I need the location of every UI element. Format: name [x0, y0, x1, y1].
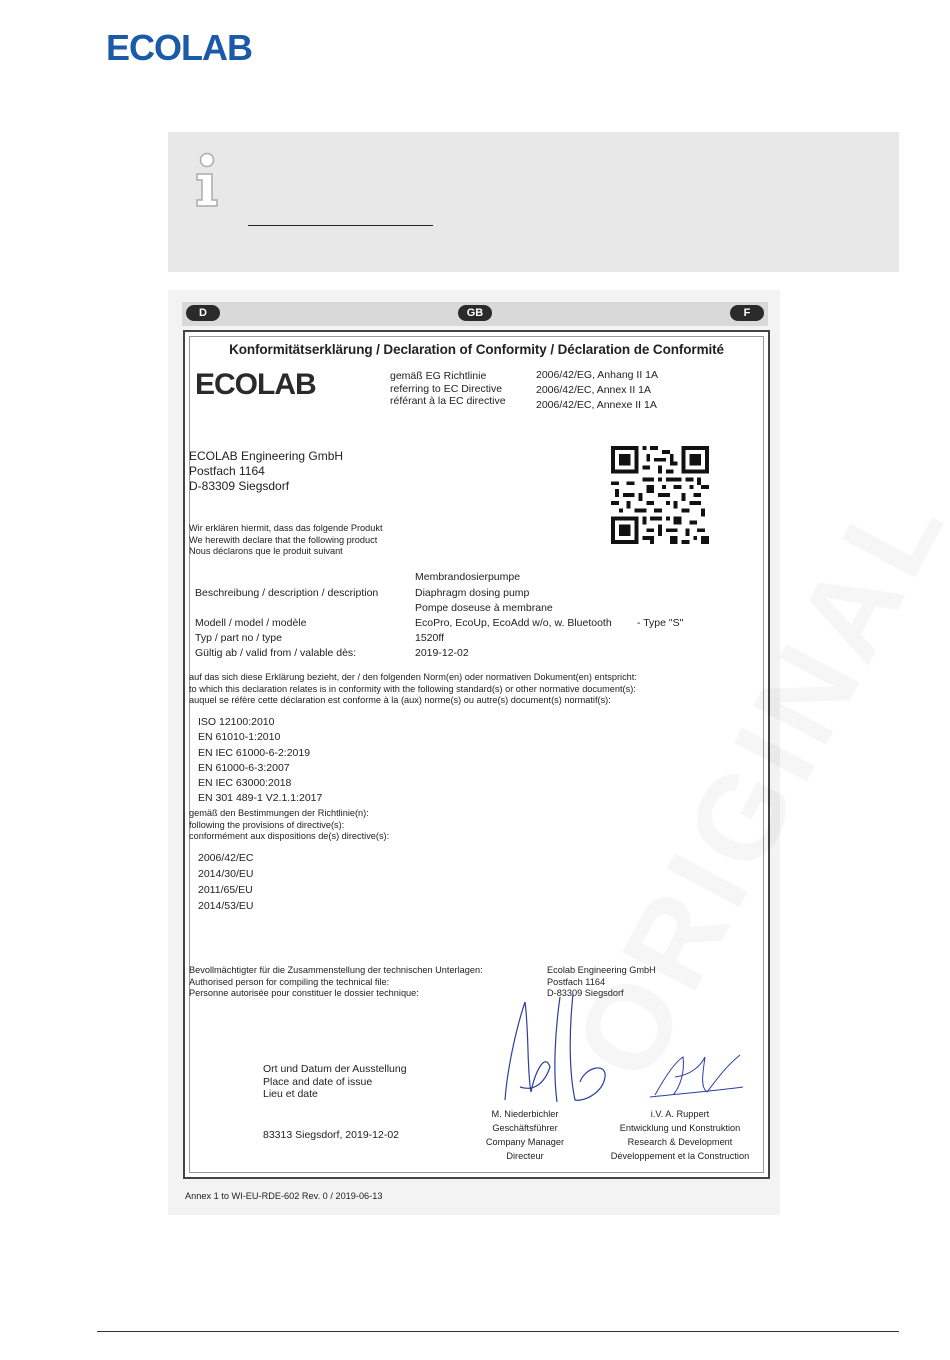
signer-ruppert: i.V. A. Ruppert Entwicklung und Konstruktion Research & Development Développement et la Construction	[610, 1109, 750, 1161]
tab-de: D	[186, 305, 220, 321]
ecolab-logo	[106, 28, 266, 68]
part-value: 1520ff	[415, 632, 445, 644]
description-label: Beschreibung / description / description	[195, 587, 379, 599]
provisions-statement: gemäß den Bestimmungen der Richtlinie(n): following the provisions of directive(s): conformément aux dispositions de(s) directive(s):	[189, 808, 390, 841]
directives-list	[198, 850, 253, 914]
list-item: EN IEC 63000:2018	[198, 777, 292, 790]
list-item: ISO 12100:2010	[198, 716, 275, 728]
conformity-statement: auf das sich diese Erklärung bezieht, der / den folgenden Norm(en) oder normativen Dokument(en) entspricht: to which this declaration relates is in conformity with the following standard(s) or other normative document(s): auquel se réfère cette déclaration est conforme à la (aux) norme(s) ou autre(s) document(s) normatif(s):	[189, 672, 637, 705]
signature-ruppert	[645, 1047, 745, 1102]
model-value: EcoPro, EcoUp, EcoAdd w/o, w. Bluetooth	[415, 617, 612, 629]
declaration-statement: Wir erklären hiermit, dass das folgende Produkt We herewith declare that the following product Nous déclarons que le produit suivant	[189, 523, 383, 556]
svg-text:ECOLAB: ECOLAB	[106, 28, 252, 68]
qr-code	[611, 446, 709, 544]
part-label: Typ / part no / type	[195, 632, 282, 644]
language-tab-bar	[182, 302, 768, 326]
list-item: EN 301 489-1 V2.1.1:2017	[198, 792, 323, 805]
directive-values: 2006/42/EG, Anhang II 1A 2006/42/EC, Annex II 1A 2006/42/EC, Annexe II 1A	[536, 369, 659, 411]
list-item: EN IEC 61000-6-2:2019	[198, 746, 311, 759]
list-item: 2014/53/EU	[198, 900, 254, 912]
manufacturer-address: ECOLAB Engineering GmbH Postfach 1164 D-83309 Siegsdorf	[189, 449, 344, 493]
list-item: 2014/30/EU	[198, 868, 254, 880]
list-item: EN 61000-6-3:2007	[198, 761, 290, 774]
model-label: Modell / model / modèle	[195, 617, 307, 629]
info-link[interactable]	[248, 224, 433, 226]
authorised-address: Ecolab Engineering GmbH Postfach 1164 D-83309 Siegsdorf	[547, 965, 656, 998]
signer-niederbichler: M. Niederbichler Geschäftsführer Company Manager Directeur	[485, 1109, 565, 1161]
info-note-box	[168, 132, 899, 272]
signature-niederbichler	[485, 992, 615, 1112]
place-of-issue-value: 83313 Siegsdorf, 2019-12-02	[263, 1129, 400, 1141]
tab-gb: GB	[458, 305, 492, 321]
list-item: 2006/42/EC	[198, 852, 254, 864]
conformity-certificate	[168, 290, 780, 1215]
valid-label: Gültig ab / valid from / valable dès:	[195, 647, 357, 659]
authorised-person-statement: Bevollmächtigter für die Zusammenstellung der technischen Unterlagen: Authorised person for compiling the technical file: Personne autorisée pour constituer le dossier technique:	[189, 965, 483, 998]
info-icon	[192, 152, 222, 208]
valid-value: 2019-12-02	[415, 647, 469, 659]
certificate-title: Konformitätserklärung / Declaration of Conformity / Déclaration de Conformité	[229, 342, 724, 357]
annex-reference: Annex 1 to WI-EU-RDE-602 Rev. 0 / 2019-06-13	[185, 1191, 383, 1201]
footer-divider	[97, 1331, 899, 1332]
list-item: 2011/65/EU	[198, 884, 253, 896]
certificate-logo: ECOLAB	[195, 368, 316, 401]
model-type: - Type "S"	[637, 617, 684, 629]
list-item: EN 61010-1:2010	[198, 731, 281, 744]
standards-list	[198, 715, 322, 807]
place-of-issue-label: Ort und Datum der Ausstellung Place and date of issue Lieu et date	[263, 1063, 407, 1100]
certificate-frame	[183, 330, 770, 1179]
product-description-values: Membrandosierpumpe Diaphragm dosing pump Pompe doseuse à membrane	[415, 571, 553, 614]
tab-fr: F	[730, 305, 764, 321]
directive-labels: gemäß EG Richtlinie referring to EC Directive référant à la EC directive	[390, 370, 506, 407]
